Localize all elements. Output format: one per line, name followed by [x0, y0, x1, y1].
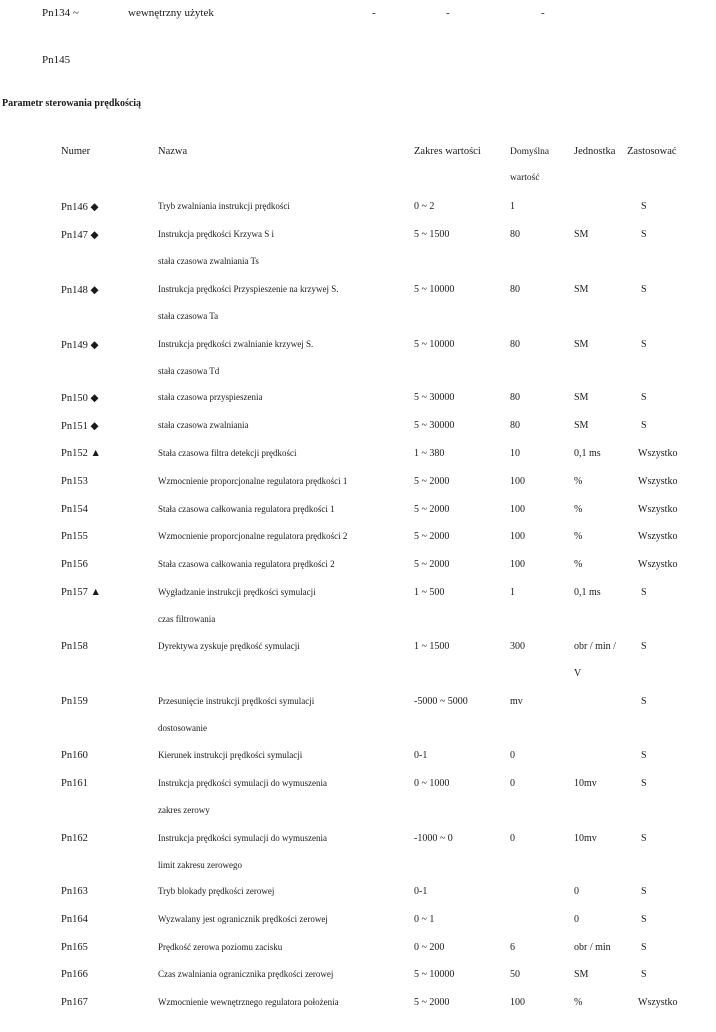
param-number: Pn134 ~ — [42, 7, 79, 19]
param-number: Pn150 ◆ — [61, 393, 99, 404]
range-value: -5000 ~ 5000 — [414, 696, 468, 707]
unit-value: SM — [574, 284, 589, 295]
unit-value: % — [574, 504, 583, 515]
param-name: Stała czasowa filtra detekcji prędkości — [158, 448, 297, 458]
apply-value: S — [641, 284, 647, 295]
unit-value-line2: V — [574, 668, 582, 679]
range-value: 5 ~ 10000 — [414, 284, 455, 295]
apply-value: S — [641, 942, 647, 953]
default-value: 80 — [510, 339, 520, 350]
param-name: Kierunek instrukcji prędkości symulacji — [158, 750, 303, 760]
param-name: Stała czasowa całkowania regulatora prędkości 2 — [158, 559, 335, 569]
apply-value: S — [641, 886, 647, 897]
param-number: Pn146 ◆ — [61, 202, 99, 213]
default-value: 100 — [510, 476, 525, 487]
unit-value: SM — [574, 229, 589, 240]
apply-value: S — [641, 392, 647, 403]
param-number: Pn164 — [61, 914, 88, 925]
param-name-line2: limit zakresu zerowego — [158, 860, 242, 870]
apply-value: S — [641, 420, 647, 431]
param-name-line2: zakres zerowy — [158, 805, 210, 815]
param-number: Pn167 — [61, 997, 88, 1008]
range-value: 0-1 — [414, 886, 428, 897]
apply-value: Wszystko — [638, 504, 678, 515]
param-number: Pn163 — [61, 886, 88, 897]
param-number: Pn152 ▲ — [61, 448, 101, 459]
default-value: 50 — [510, 969, 520, 980]
header-jednostka: Jednostka — [574, 146, 616, 157]
param-name: stała czasowa zwalniania — [158, 420, 249, 430]
param-name: Wzmocnienie wewnętrznego regulatora położenia — [158, 997, 339, 1007]
range-value: - — [372, 7, 376, 19]
unit-value: obr / min — [574, 942, 611, 953]
range-value: -1000 ~ 0 — [414, 833, 453, 844]
header-zastosowac: Zastosować — [627, 146, 677, 157]
param-name: Wygładzanie instrukcji prędkości symulacji — [158, 587, 316, 597]
param-name: Czas zwalniania ogranicznika prędkości zerowej — [158, 969, 334, 979]
range-value: 5 ~ 2000 — [414, 997, 450, 1008]
param-number: Pn158 — [61, 641, 88, 652]
default-value: 0 — [510, 750, 515, 761]
unit-value: 0 — [574, 914, 579, 925]
apply-value: Wszystko — [638, 559, 678, 570]
range-value: 5 ~ 30000 — [414, 420, 455, 431]
range-value: 5 ~ 10000 — [414, 339, 455, 350]
range-value: 1 ~ 500 — [414, 587, 445, 598]
default-value: 0 — [510, 833, 515, 844]
apply-value: S — [641, 229, 647, 240]
range-value: 5 ~ 2000 — [414, 504, 450, 515]
unit-value: SM — [574, 969, 589, 980]
default-value: 0 — [510, 778, 515, 789]
param-number: Pn148 ◆ — [61, 285, 99, 296]
param-number: Pn166 — [61, 969, 88, 980]
range-value: 0 ~ 2 — [414, 201, 435, 212]
apply-value: Wszystko — [638, 531, 678, 542]
param-name: Przesunięcie instrukcji prędkości symulacji — [158, 696, 315, 706]
apply-value: Wszystko — [638, 448, 678, 459]
unit-value: % — [574, 476, 583, 487]
header-zakres: Zakres wartości — [414, 146, 481, 157]
default-value: mv — [510, 696, 523, 707]
default-value: 300 — [510, 641, 525, 652]
default-value: 80 — [510, 420, 520, 431]
default-value: 80 — [510, 229, 520, 240]
apply-value: S — [641, 696, 647, 707]
param-number: Pn160 — [61, 750, 88, 761]
unit-value: SM — [574, 339, 589, 350]
param-name: Wzmocnienie proporcjonalne regulatora prędkości 2 — [158, 531, 348, 541]
header-domyslna-line2: wartość — [510, 173, 540, 183]
apply-value: S — [641, 914, 647, 925]
param-number: Pn161 — [61, 778, 88, 789]
param-name-line2: stała czasowa Ta — [158, 311, 219, 321]
param-name: Instrukcja prędkości Krzywa S i — [158, 229, 274, 239]
unit-value: - — [541, 7, 545, 19]
param-number: Pn156 — [61, 559, 88, 570]
unit-value: obr / min / — [574, 641, 616, 652]
apply-value: S — [641, 750, 647, 761]
apply-value: S — [641, 778, 647, 789]
section-title: Parametr sterowania prędkością — [2, 98, 142, 109]
param-name: Wzmocnienie proporcjonalne regulatora prędkości 1 — [158, 476, 348, 486]
header-nazwa: Nazwa — [158, 146, 188, 157]
default-value: - — [446, 7, 450, 19]
default-value: 1 — [510, 587, 515, 598]
param-name: Instrukcja prędkości symulacji do wymuszenia — [158, 833, 327, 843]
default-value: 6 — [510, 942, 515, 953]
param-number: Pn151 ◆ — [61, 421, 99, 432]
default-value: 100 — [510, 997, 525, 1008]
range-value: 5 ~ 30000 — [414, 392, 455, 403]
range-value: 5 ~ 1500 — [414, 229, 450, 240]
default-value: 100 — [510, 531, 525, 542]
param-number: Pn162 — [61, 833, 88, 844]
param-number: Pn157 ▲ — [61, 587, 101, 598]
range-value: 5 ~ 2000 — [414, 531, 450, 542]
unit-value: % — [574, 559, 583, 570]
unit-value: 10mv — [574, 833, 597, 844]
apply-value: Wszystko — [638, 476, 678, 487]
range-value: 0 ~ 1 — [414, 914, 435, 925]
range-value: 5 ~ 2000 — [414, 476, 450, 487]
range-value: 0 ~ 200 — [414, 942, 445, 953]
param-name: Prędkość zerowa poziomu zacisku — [158, 942, 283, 952]
unit-value: SM — [574, 420, 589, 431]
unit-value: 0,1 ms — [574, 448, 601, 459]
param-name-line2: czas filtrowania — [158, 614, 216, 624]
param-name: Tryb zwalniania instrukcji prędkości — [158, 201, 290, 211]
header-domyslna: Domyślna — [510, 147, 550, 157]
param-name: Tryb blokady prędkości zerowej — [158, 886, 275, 896]
default-value: 100 — [510, 559, 525, 570]
range-value: 5 ~ 2000 — [414, 559, 450, 570]
apply-value: S — [641, 833, 647, 844]
param-name: Instrukcja prędkości Przyspieszenie na krzywej S. — [158, 284, 339, 294]
apply-value: S — [641, 641, 647, 652]
range-value: 5 ~ 10000 — [414, 969, 455, 980]
apply-value: S — [641, 969, 647, 980]
default-value: 80 — [510, 284, 520, 295]
range-value: 1 ~ 1500 — [414, 641, 450, 652]
param-name-line2: dostosowanie — [158, 723, 207, 733]
unit-value: 10mv — [574, 778, 597, 789]
default-value: 10 — [510, 448, 520, 459]
unit-value: % — [574, 997, 583, 1008]
range-value: 1 ~ 380 — [414, 448, 445, 459]
param-name: wewnętrzny użytek — [128, 7, 214, 19]
param-name: stała czasowa przyspieszenia — [158, 392, 263, 402]
param-name-line2: stała czasowa Td — [158, 366, 220, 376]
range-value: 0 ~ 1000 — [414, 778, 450, 789]
param-number: Pn159 — [61, 696, 88, 707]
param-name: Wyzwalany jest ogranicznik prędkości zerowej — [158, 914, 328, 924]
unit-value: 0 — [574, 886, 579, 897]
apply-value: S — [641, 339, 647, 350]
param-name: Instrukcja prędkości symulacji do wymuszenia — [158, 778, 327, 788]
default-value: 1 — [510, 201, 515, 212]
param-name: Stała czasowa całkowania regulatora prędkości 1 — [158, 504, 335, 514]
unit-value: 0,1 ms — [574, 587, 601, 598]
param-name: Instrukcja prędkości zwalnianie krzywej S. — [158, 339, 314, 349]
param-name-line2: stała czasowa zwalniania Ts — [158, 256, 259, 266]
apply-value: S — [641, 201, 647, 212]
default-value: 100 — [510, 504, 525, 515]
param-number: Pn149 ◆ — [61, 340, 99, 351]
unit-value: % — [574, 531, 583, 542]
param-number: Pn165 — [61, 942, 88, 953]
param-number: Pn153 — [61, 476, 88, 487]
apply-value: Wszystko — [638, 997, 678, 1008]
header-numer: Numer — [61, 146, 91, 157]
param-number: Pn154 — [61, 504, 88, 515]
param-name: Dyrektywa zyskuje prędkość symulacji — [158, 641, 300, 651]
param-number: Pn155 — [61, 531, 88, 542]
apply-value: S — [641, 587, 647, 598]
range-value: 0-1 — [414, 750, 428, 761]
unit-value: SM — [574, 392, 589, 403]
default-value: 80 — [510, 392, 520, 403]
param-number: Pn145 — [42, 54, 71, 66]
param-number: Pn147 ◆ — [61, 230, 99, 241]
